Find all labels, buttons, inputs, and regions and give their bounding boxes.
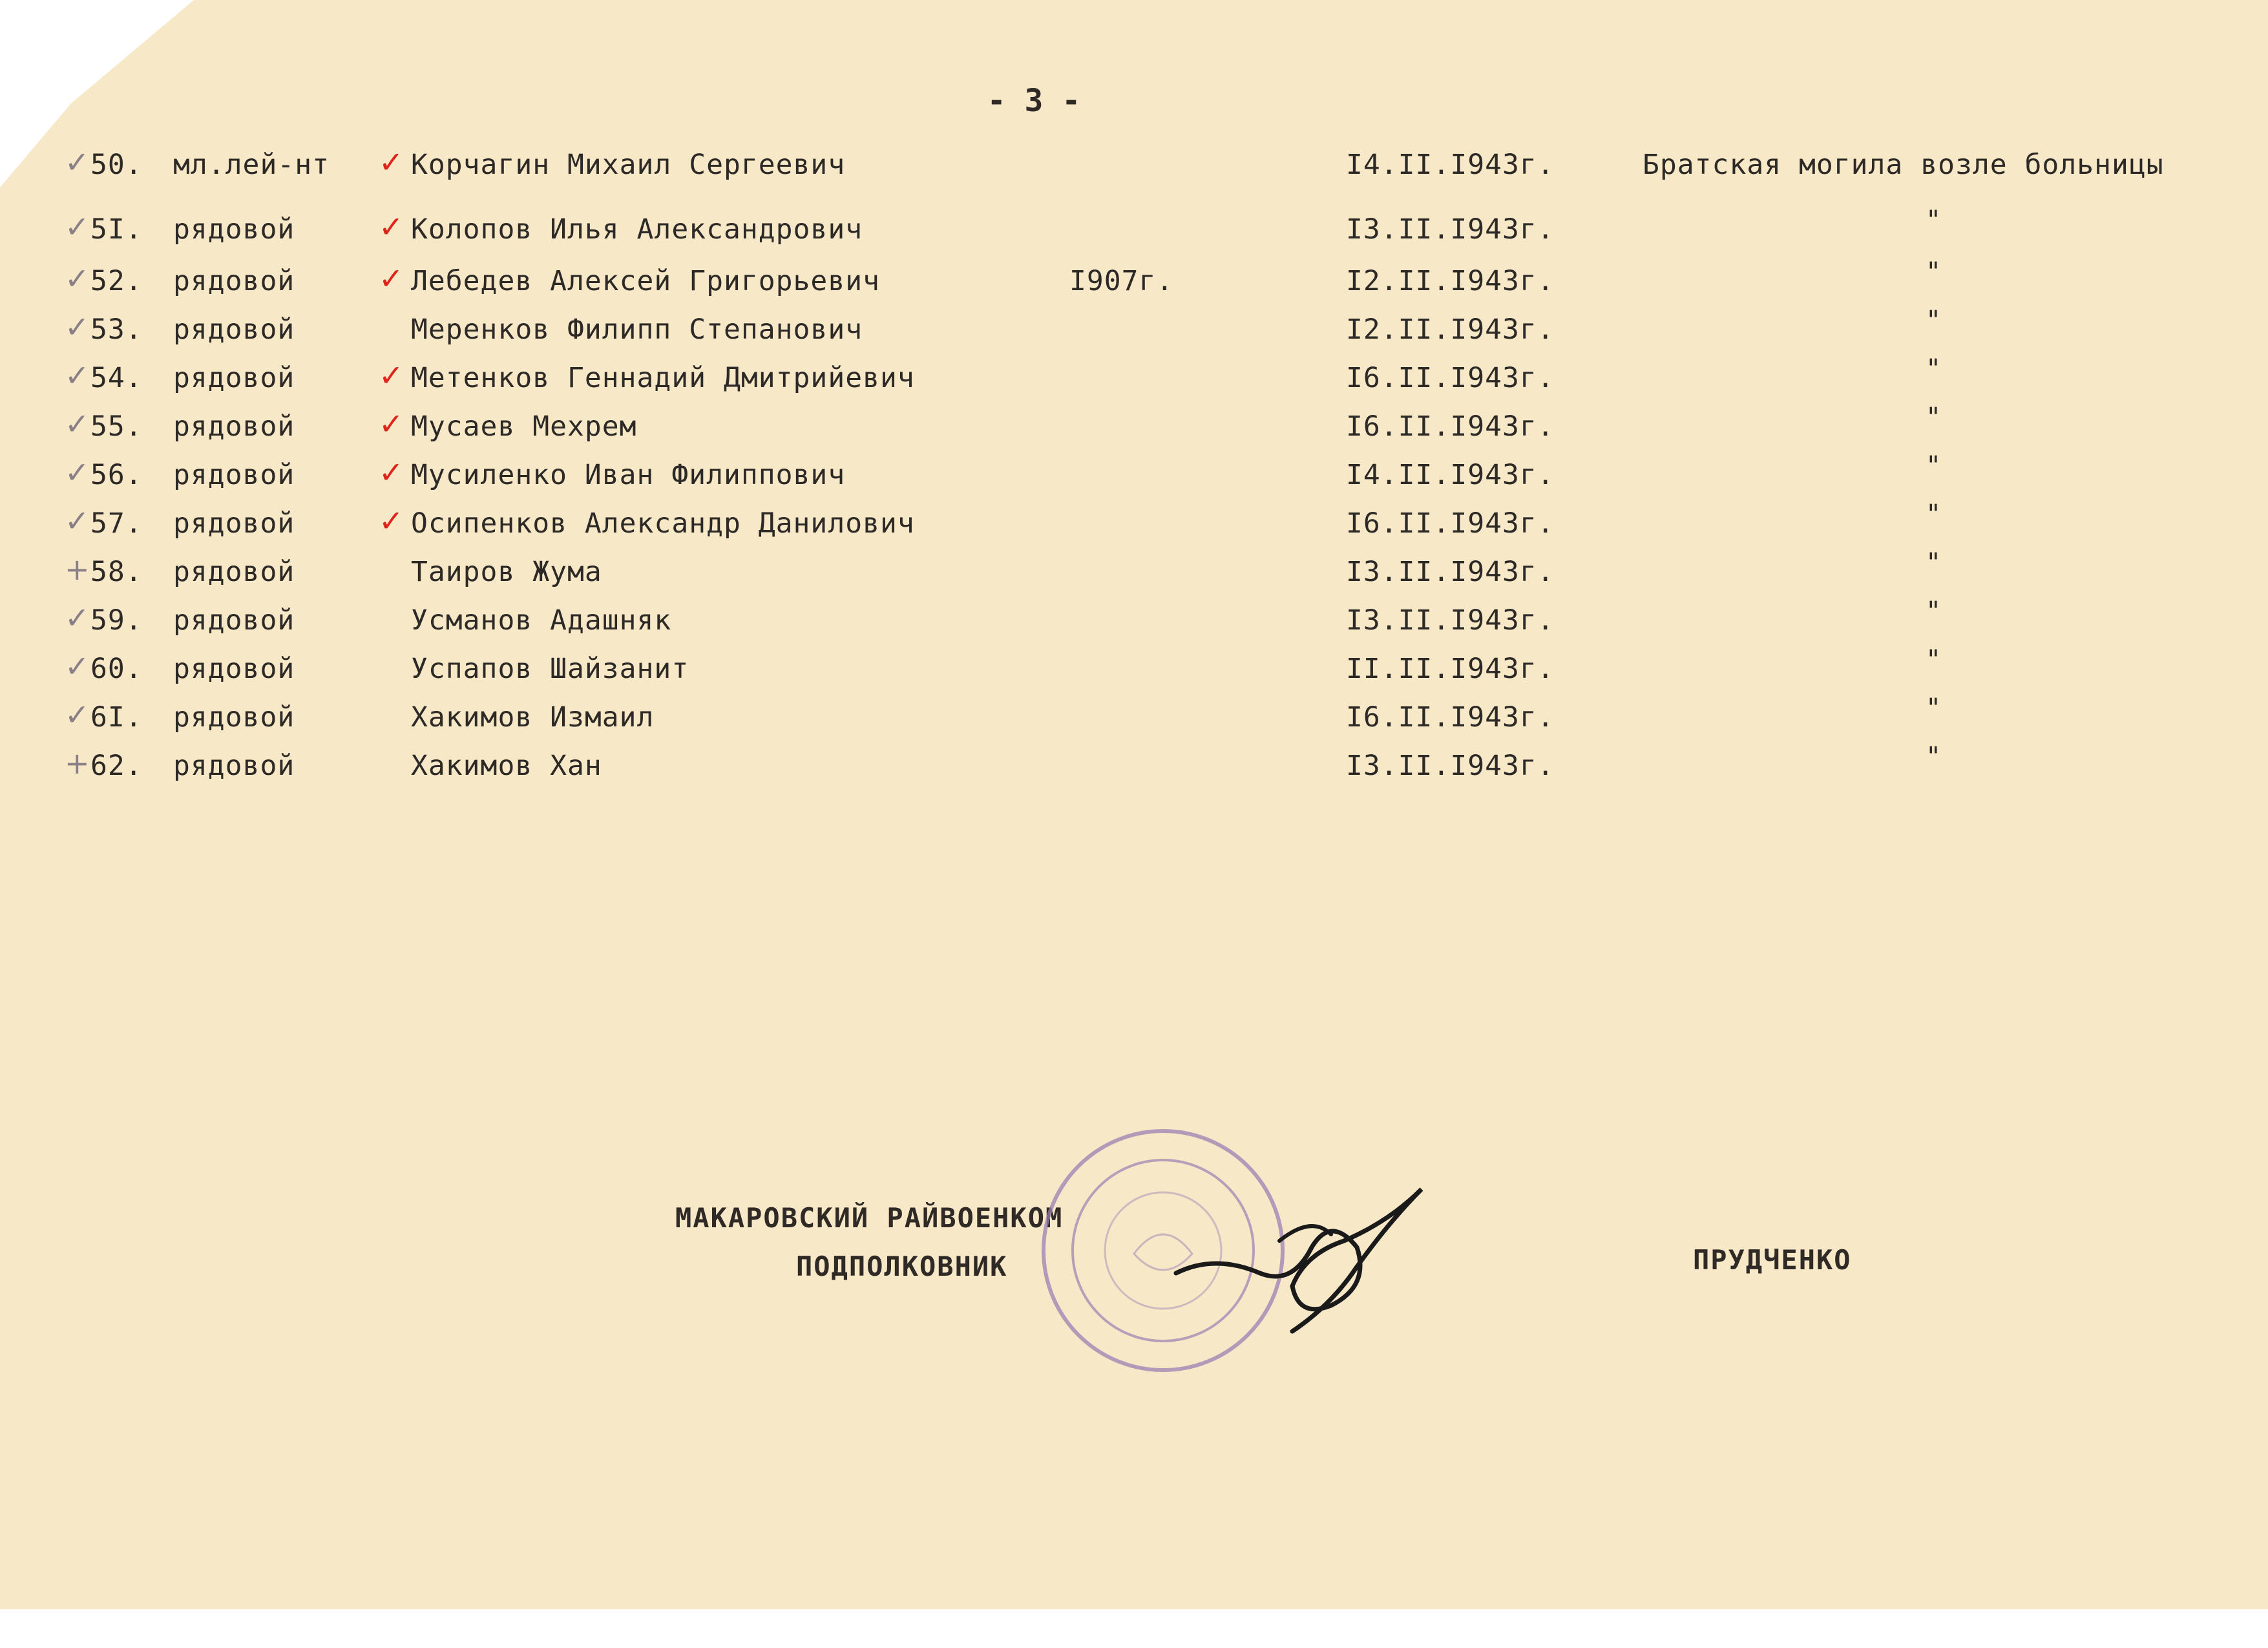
rank: рядовой (173, 556, 295, 588)
full-name: Успапов Шайзанит (411, 653, 689, 685)
full-name: Колопов Илья Александрович (411, 213, 863, 246)
full-name: Хакимов Измаил (411, 701, 655, 734)
death-date: I6.II.I943г. (1346, 507, 1555, 540)
entry-number: 59. (90, 604, 143, 637)
full-name: Хакимов Хан (411, 750, 602, 782)
entry-number: 53. (90, 313, 143, 346)
entry-number: 6I. (90, 701, 143, 734)
rank: рядовой (173, 604, 295, 637)
list-item (0, 306, 2268, 352)
handwritten-signature (1163, 1176, 1441, 1344)
full-name: Усманов Адашняк (411, 604, 672, 637)
left-margin-mark: ✓ (65, 503, 90, 538)
rank: рядовой (173, 653, 295, 685)
rank: рядовой (173, 313, 295, 346)
rank: рядовой (173, 362, 295, 394)
left-margin-mark: ✓ (65, 600, 90, 635)
full-name: Мусаев Мехрем (411, 410, 637, 443)
left-margin-mark: ✓ (65, 358, 90, 393)
list-item (0, 645, 2268, 692)
rank: рядовой (173, 701, 295, 734)
burial-place: " (1926, 306, 1942, 335)
burial-place: " (1926, 548, 1942, 578)
list-item (0, 206, 2268, 252)
rank: рядовой (173, 459, 295, 491)
red-check-icon: ✓ (379, 145, 404, 180)
full-name: Меренков Филипп Степанович (411, 313, 863, 346)
death-date: I6.II.I943г. (1346, 362, 1555, 394)
left-margin-mark: ✓ (65, 145, 90, 180)
red-check-icon: ✓ (379, 358, 404, 393)
entry-number: 57. (90, 507, 143, 540)
death-date: I4.II.I943г. (1346, 459, 1555, 491)
rank: рядовой (173, 410, 295, 443)
full-name: Метенков Геннадий Дмитрийевич (411, 362, 915, 394)
entry-number: 50. (90, 149, 143, 181)
burial-place: " (1926, 500, 1942, 529)
red-check-icon: ✓ (379, 455, 404, 490)
page-number: - 3 - (987, 83, 1081, 119)
left-margin-mark: ✓ (65, 310, 90, 344)
full-name: Осипенков Александр Данилович (411, 507, 915, 540)
burial-place: " (1926, 206, 1942, 235)
list-item (0, 403, 2268, 449)
burial-place: " (1926, 257, 1942, 287)
red-check-icon: ✓ (379, 503, 404, 538)
left-margin-mark: ✓ (65, 697, 90, 732)
left-margin-mark: ✓ (65, 209, 90, 244)
full-name: Мусиленко Иван Филиппович (411, 459, 846, 491)
left-margin-mark: ✓ (65, 455, 90, 490)
entry-number: 52. (90, 265, 143, 297)
red-check-icon: ✓ (379, 261, 404, 296)
burial-place: " (1926, 645, 1942, 675)
left-margin-mark: + (65, 746, 90, 781)
death-date: I4.II.I943г. (1346, 149, 1555, 181)
rank: рядовой (173, 213, 295, 246)
list-item (0, 742, 2268, 788)
rank: рядовой (173, 750, 295, 782)
list-item (0, 693, 2268, 740)
death-date: I6.II.I943г. (1346, 701, 1555, 734)
left-margin-mark: ✓ (65, 261, 90, 296)
burial-place: " (1926, 354, 1942, 384)
rank: рядовой (173, 265, 295, 297)
death-date: I6.II.I943г. (1346, 410, 1555, 443)
rank: рядовой (173, 507, 295, 540)
left-margin-mark: ✓ (65, 649, 90, 684)
full-name: Корчагин Михаил Сергеевич (411, 149, 846, 181)
entry-number: 55. (90, 410, 143, 443)
burial-place: " (1926, 597, 1942, 626)
list-item (0, 597, 2268, 643)
rank: мл.лей-нт (173, 149, 330, 181)
list-item (0, 500, 2268, 546)
list-item (0, 451, 2268, 498)
entry-number: 54. (90, 362, 143, 394)
death-date: I3.II.I943г. (1346, 750, 1555, 782)
death-date: II.II.I943г. (1346, 653, 1555, 685)
birth-year: I907г. (1069, 265, 1174, 297)
burial-place: " (1926, 403, 1942, 432)
burial-place: " (1926, 693, 1942, 723)
entry-number: 56. (90, 459, 143, 491)
full-name: Таиров Жума (411, 556, 602, 588)
red-check-icon: ✓ (379, 407, 404, 441)
list-item (0, 145, 2268, 187)
death-date: I2.II.I943г. (1346, 313, 1555, 346)
entry-number: 62. (90, 750, 143, 782)
entry-number: 58. (90, 556, 143, 588)
burial-place: " (1926, 742, 1942, 772)
burial-place: " (1926, 451, 1942, 481)
death-date: I3.II.I943г. (1346, 213, 1555, 246)
signature-title-line1: МАКАРОВСКИЙ РАЙВОЕНКОМ (675, 1202, 1064, 1234)
list-item (0, 257, 2268, 304)
red-check-icon: ✓ (379, 209, 404, 244)
list-item (0, 548, 2268, 595)
full-name: Лебедев Алексей Григорьевич (411, 265, 880, 297)
death-date: I3.II.I943г. (1346, 556, 1555, 588)
signature-name: ПРУДЧЕНКО (1693, 1244, 1852, 1276)
list-item (0, 354, 2268, 401)
burial-place: Братская могила возле больницы (1643, 149, 2164, 181)
left-margin-mark: ✓ (65, 407, 90, 441)
left-margin-mark: + (65, 552, 90, 587)
entry-number: 5I. (90, 213, 143, 246)
entry-number: 60. (90, 653, 143, 685)
signature-title-line2: ПОДПОЛКОВНИК (796, 1251, 1008, 1282)
death-date: I3.II.I943г. (1346, 604, 1555, 637)
death-date: I2.II.I943г. (1346, 265, 1555, 297)
